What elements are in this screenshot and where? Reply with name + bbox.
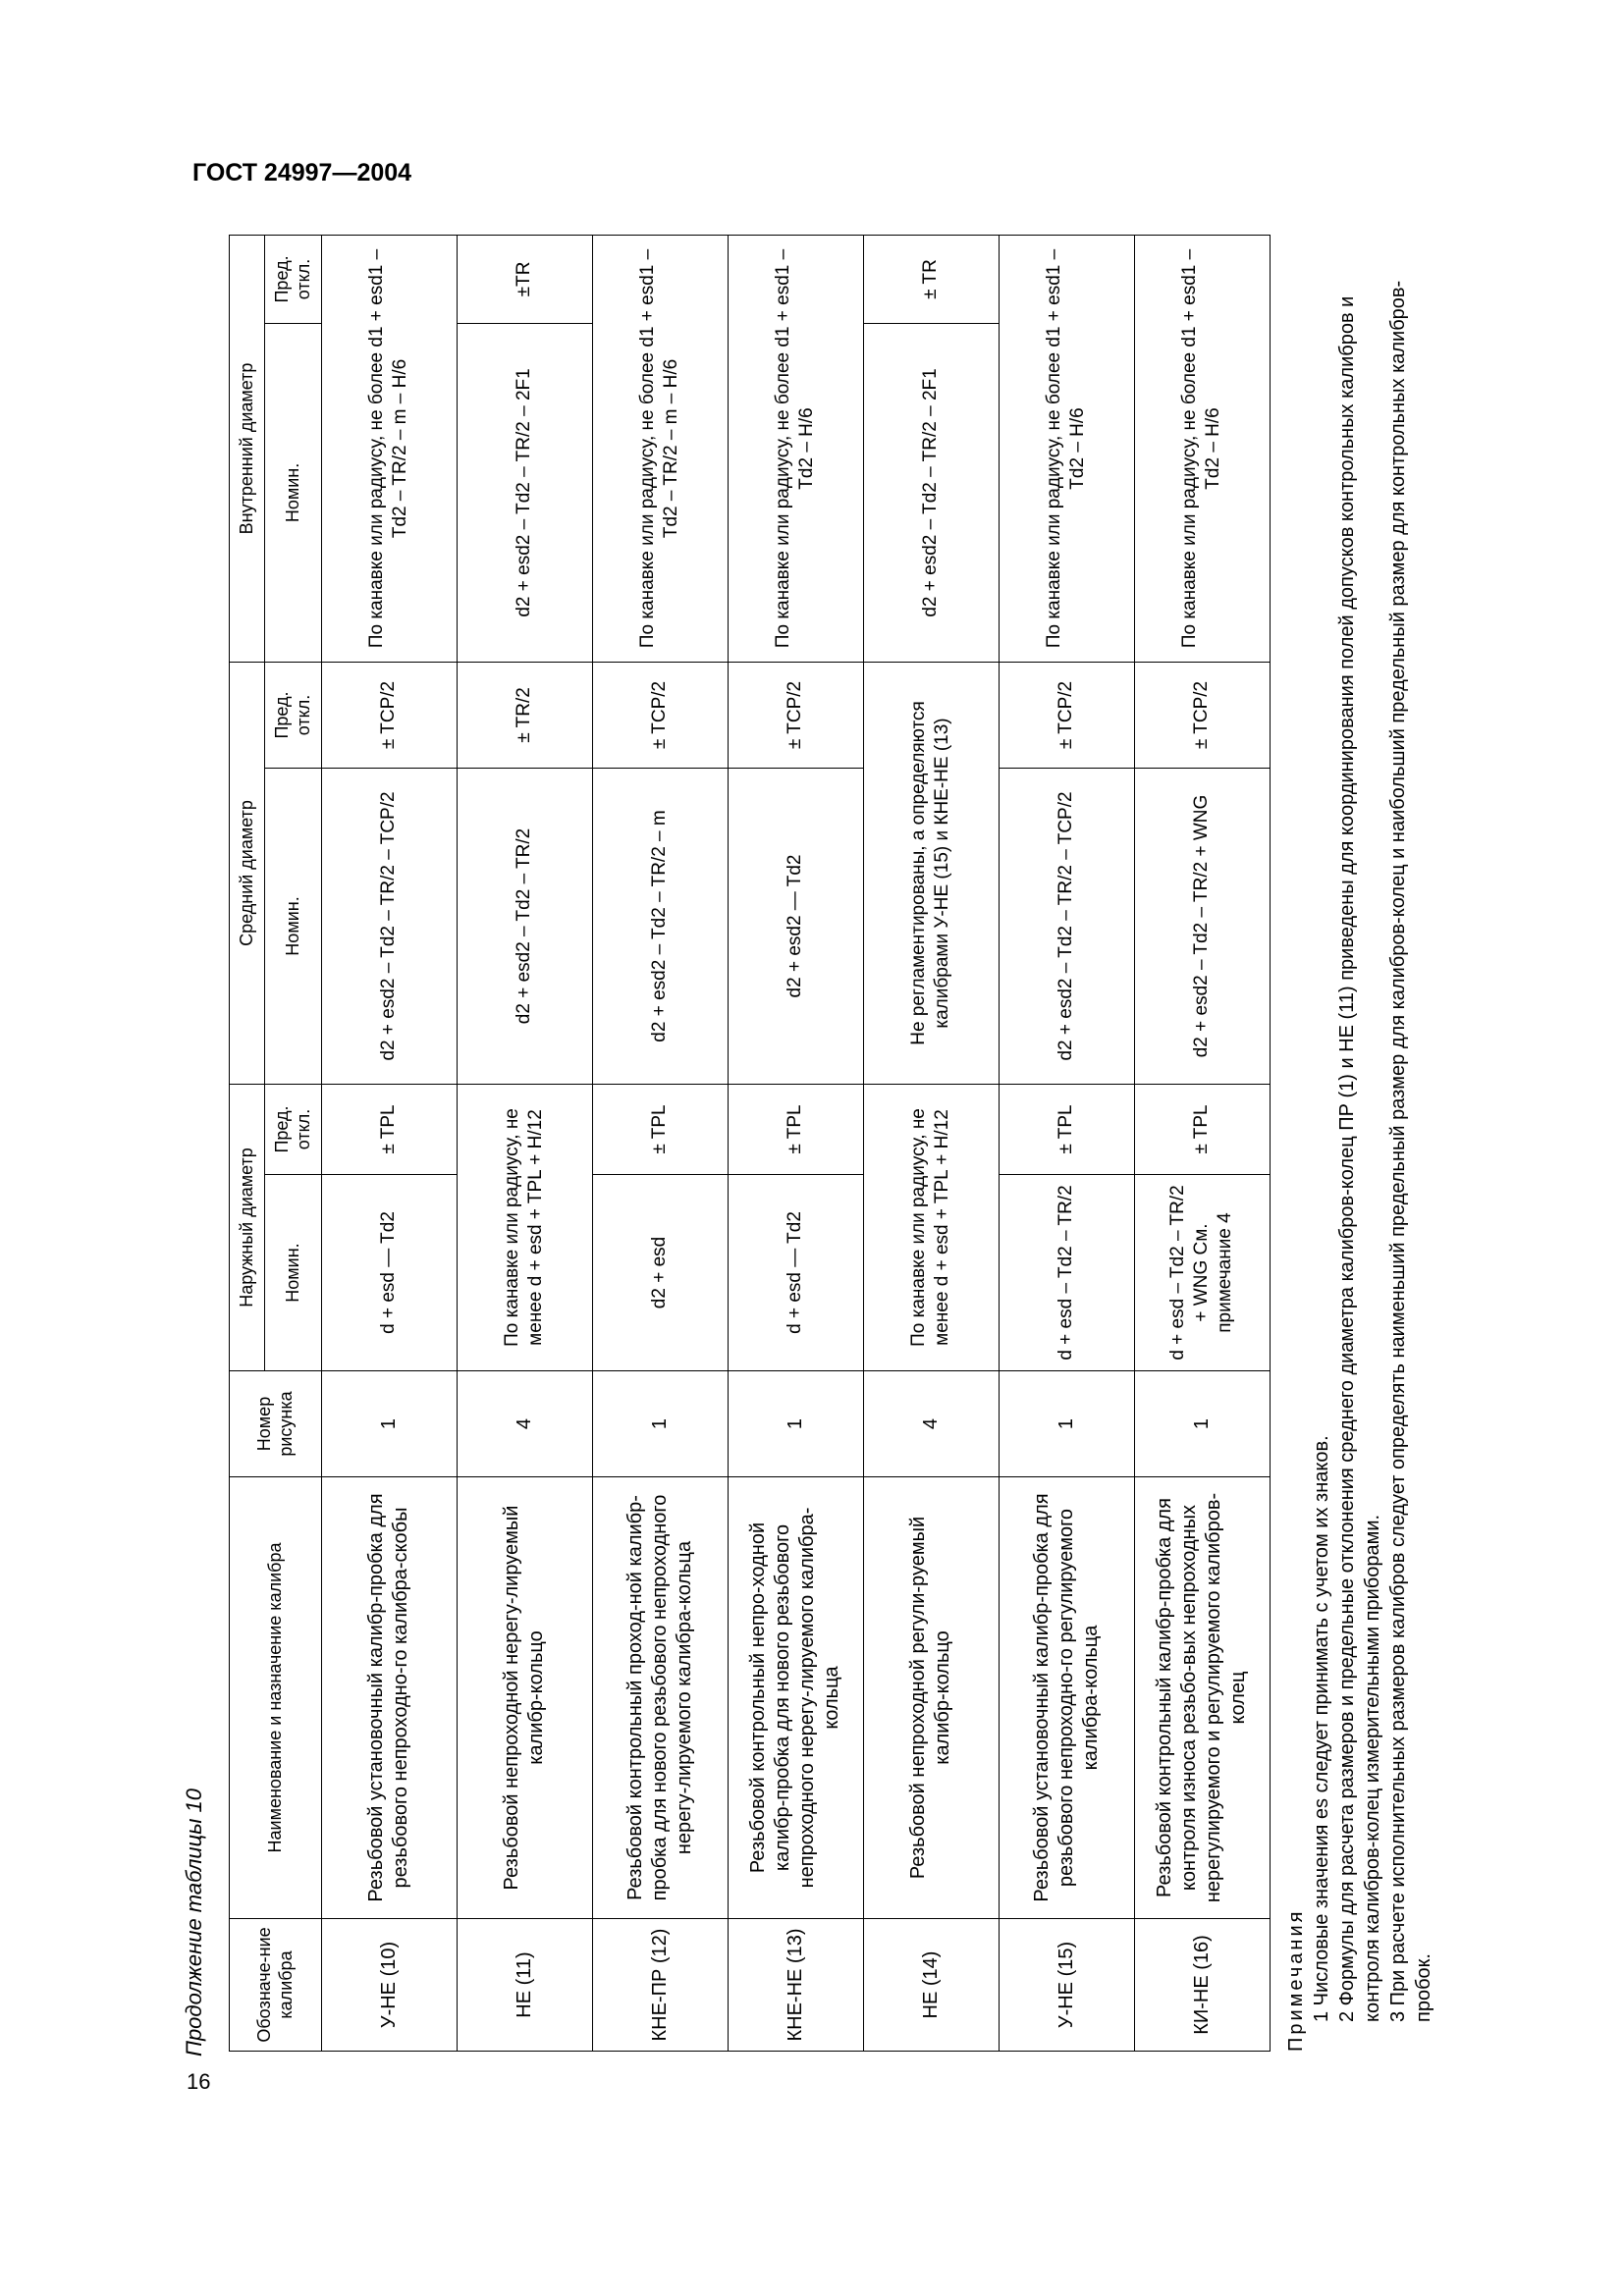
mid-nominal: d2 + esd2 – Td2 – TR/2 + WNG [1134,768,1270,1084]
outer-nominal: d2 + esd [592,1175,728,1371]
mid-deviation: ± TCP/2 [728,662,863,768]
col-header-fig: Номер рисунка [230,1371,322,1477]
outer-nominal: По канавке или радиусу, не менее d + esd + TPL + H/12 [457,1084,592,1370]
mid-deviation: ± TCP/2 [321,662,457,768]
col-header-dev: Пред. откл. [264,662,321,768]
col-header-dev: Пред. откл. [264,1084,321,1174]
outer-deviation: ± TPL [321,1084,457,1174]
inner-nominal: d2 + esd2 – Td2 – TR/2 – 2F1 [457,323,592,662]
mid-nominal: d2 + esd2 – Td2 – TR/2 – TCP/2 [999,768,1134,1084]
gauge-name: Резьбовой контрольный проход-ной калибр-пробка для нового резьбового непроходного нерегу-лируемого калибра-кольца [592,1477,728,1919]
col-header-inner: Внутренний диаметр [230,235,265,662]
note-3: 3 При расчете исполнительных размеров калибров следует определять наименьший предельный размер для калибров-колец и наибольший предельный размер для контрольных калибров-пробок. [1387,280,1434,2022]
inner-nominal: d2 + esd2 – Td2 – TR/2 – 2F1 [863,323,999,662]
note-2: 2 Формулы для расчета размеров и предельные отклонения среднего диаметра калибров-колец ПР (1) и НЕ (11) приведены для координирования полей допусков контрольных калибров и контроля калибров-колец измерительными приборами. [1336,295,1383,2022]
notes-title: Примечания [1285,1908,1307,2052]
page-number: 16 [187,2069,211,2094]
inner-deviation: ±TR [457,235,592,323]
figure-number: 1 [999,1371,1134,1477]
col-header-nom: Номин. [264,768,321,1084]
gauge-name: Резьбовой контрольный калибр-пробка для контроля износа резьбо-вых непроходных нерегулируемого и регулируемого калибров-колец [1134,1477,1270,1919]
outer-deviation: ± TPL [592,1084,728,1174]
figure-number: 1 [728,1371,863,1477]
table-row [457,235,592,2051]
mid-deviation: ± TCP/2 [1134,662,1270,768]
table-row [728,235,863,2051]
figure-number: 1 [321,1371,457,1477]
inner-nominal: По канавке или радиусу, не более d1 + esd1 – Td2 – TR/2 – m – H/6 [592,235,728,662]
figure-number: 4 [457,1371,592,1477]
outer-nominal: По канавке или радиусу, не менее d + esd + TPL + H/12 [863,1084,999,1370]
inner-deviation: ± TR [863,235,999,323]
outer-nominal: d + esd — Td2 [321,1175,457,1371]
mid-deviation: ± TR/2 [457,662,592,768]
gauge-name: Резьбовой контрольный непро-ходной калибр-пробка для нового резьбового непроходного нерегу-лируемого калибра-кольца [728,1477,863,1919]
mid-deviation: ± TCP/2 [999,662,1134,768]
mid-deviation: ± TCP/2 [592,662,728,768]
col-header-dev: Пред. откл. [264,235,321,323]
table-row [321,235,457,2051]
col-header-code: Обозначе-ние калибра [230,1919,322,2052]
rotated-table-page [182,201,1488,2056]
table-row [863,235,999,2051]
gauge-code: НЕ (11) [457,1919,592,2052]
gauge-code: У-НЕ (10) [321,1919,457,2052]
mid-nominal: d2 + esd2 – Td2 – TR/2 – m [592,768,728,1084]
inner-nominal: По канавке или радиусу, не более d1 + esd1 – Td2 – TR/2 – m – H/6 [321,235,457,662]
outer-nominal: d + esd — Td2 [728,1175,863,1371]
gauge-code: КНЕ-НЕ (13) [728,1919,863,2052]
gauge-code: НЕ (14) [863,1919,999,2052]
mid-nominal: d2 + esd2 – Td2 – TR/2 [457,768,592,1084]
figure-number: 4 [863,1371,999,1477]
col-header-mid: Средний диаметр [230,662,265,1084]
col-header-nom: Номин. [264,1175,321,1371]
col-header-name: Наименование и назначение калибра [230,1477,322,1919]
table-row [592,235,728,2051]
outer-nominal: d + esd – Td2 – TR/2 + WNG См. примечание 4 [1134,1175,1270,1371]
gauge-code: КИ-НЕ (16) [1134,1919,1270,2052]
gauge-code: КНЕ-ПР (12) [592,1919,728,2052]
col-header-nom: Номин. [264,323,321,662]
table-row [999,235,1134,2051]
outer-deviation: ± TPL [999,1084,1134,1174]
mid-nominal: d2 + esd2 — Td2 [728,768,863,1084]
inner-nominal: По канавке или радиусу, не более d1 + esd1 – Td2 – H/6 [728,235,863,662]
inner-nominal: По канавке или радиусу, не более d1 + esd1 – Td2 – H/6 [1134,235,1270,662]
gauge-table [229,235,1271,2052]
outer-nominal: d + esd – Td2 – TR/2 [999,1175,1134,1371]
note-1: 1 Числовые значения es следует принимать с учетом их знаков. [1311,1435,1332,2022]
gauge-name: Резьбовой установочный калибр-пробка для резьбового непроходно-го регулируемого калибра-кольца [999,1477,1134,1919]
inner-nominal: По канавке или радиусу, не более d1 + esd1 – Td2 – H/6 [999,235,1134,662]
figure-number: 1 [592,1371,728,1477]
gauge-code: У-НЕ (15) [999,1919,1134,2052]
table-caption: Продолжение таблицы 10 [182,1789,206,2056]
figure-number: 1 [1134,1371,1270,1477]
outer-deviation: ± TPL [1134,1084,1270,1174]
gauge-name: Резьбовой непроходной регули-руемый калибр-кольцо [863,1477,999,1919]
gauge-name: Резьбовой непроходной нерегу-лируемый калибр-кольцо [457,1477,592,1919]
mid-nominal: d2 + esd2 – Td2 – TR/2 – TCP/2 [321,768,457,1084]
document-header: ГОСТ 24997—2004 [192,159,412,187]
notes-block [1283,216,1436,2052]
mid-nominal: Не регламентированы, а определяются калибрами У-НЕ (15) и КНЕ-НЕ (13) [863,662,999,1084]
gauge-name: Резьбовой установочный калибр-пробка для резьбового непроходно-го калибра-скобы [321,1477,457,1919]
col-header-outer: Наружный диаметр [230,1084,265,1370]
table-row [1134,235,1270,2051]
outer-deviation: ± TPL [728,1084,863,1174]
